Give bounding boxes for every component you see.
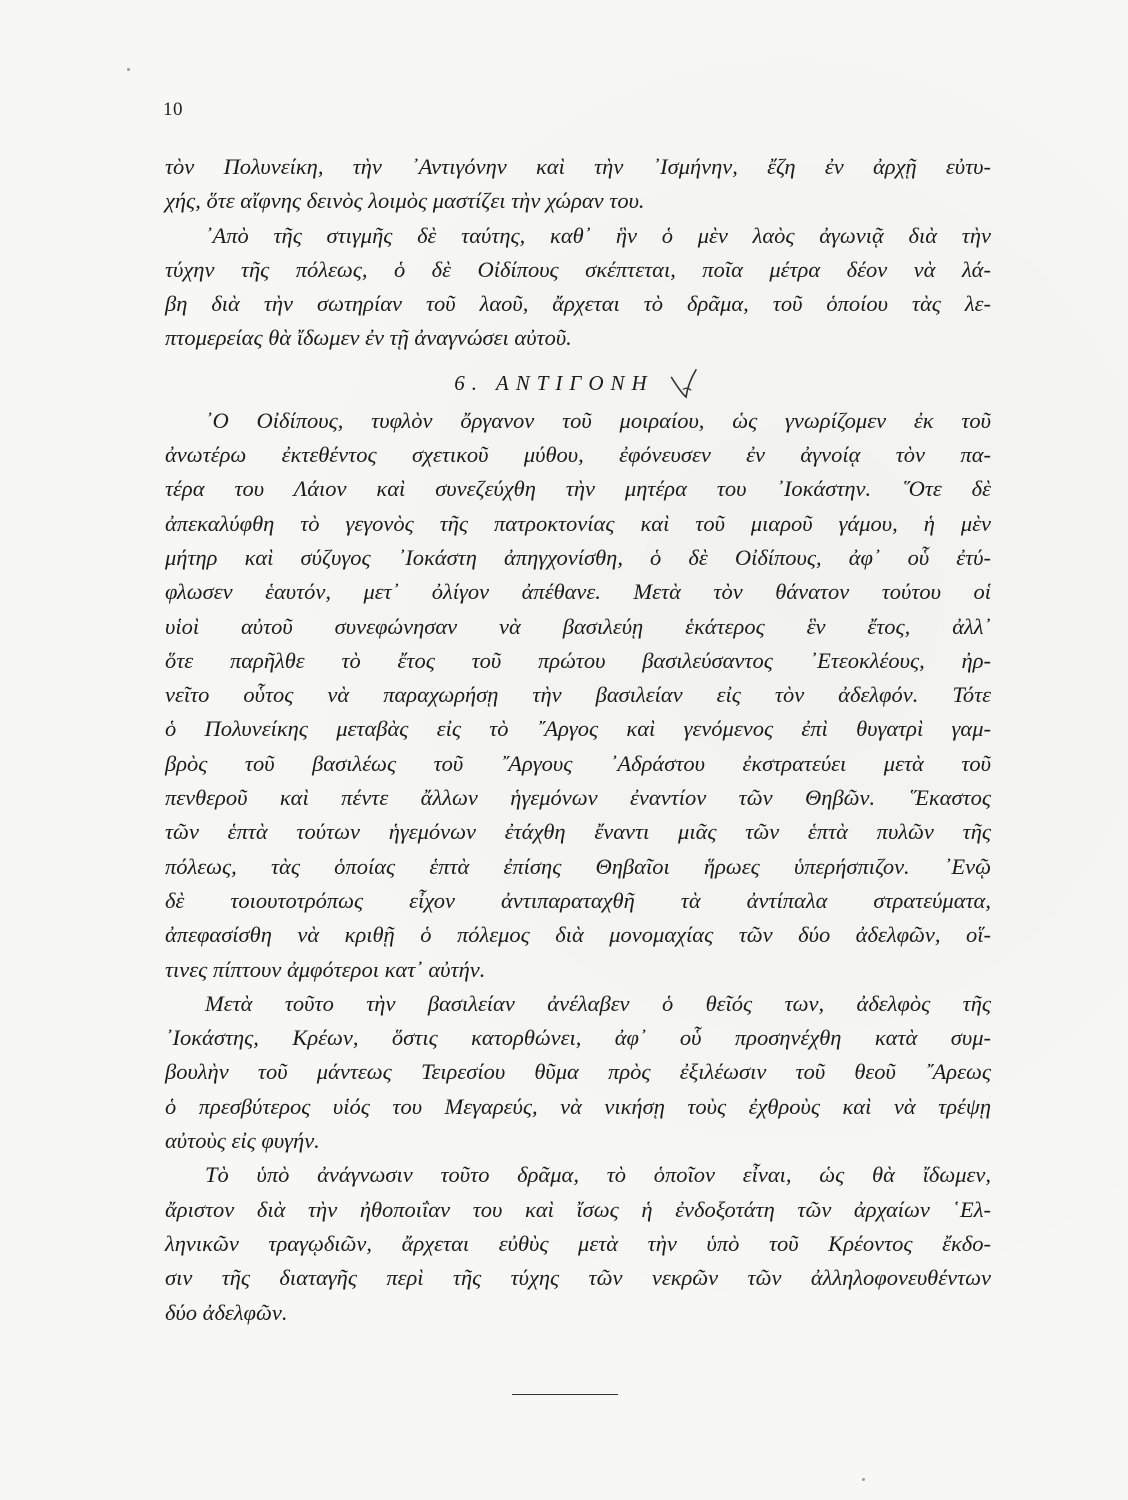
text-line: ὁ πρεσβύτερος υἱός του Μεγαρεύς, νὰ νικήσῃ τοὺς ἐχθροὺς καὶ νὰ τρέψῃ [165,1093,991,1119]
text-line: ὁ Πολυνείκης μεταβὰς εἰς τὸ ῎Αργος καὶ γενόμενος ἐπὶ θυγατρὶ γαμ- [165,716,991,742]
paragraph-1 [165,150,991,219]
text-line: ληνικῶν τραγῳδιῶν, ἄρχεται εὐθὺς μετὰ τὴν ὑπὸ τοῦ Κρέοντος ἔκδο- [165,1230,991,1256]
text-line: βουλὴν τοῦ μάντεως Τειρεσίου θῦμα πρὸς ἐξιλέωσιν τοῦ θεοῦ ῎Αρεως [165,1059,991,1085]
text-line: ὅτε παρῆλθε τὸ ἔτος τοῦ πρώτου βασιλεύσαντος ᾿Ετεοκλέους, ἠρ- [165,647,991,673]
text-line: δὲ τοιουτοτρόπως εἶχον ἀντιπαραταχθῆ τὰ ἀντίπαλα στρατεύματα, [165,887,991,913]
text-line: μήτηρ καὶ σύζυγος ᾿Ιοκάστη ἀπηγχονίσθη, ὁ δὲ Οἰδίπους, ἀφ᾿ οὗ ἐτύ- [165,544,991,570]
text-line: τὸν Πολυνείκη, τὴν ᾿Αντιγόνην καὶ τὴν ᾿Ισμήνην, ἔζη ἐν ἀρχῇ εὐτυ- [165,154,991,179]
text-line: ἀπεκαλύφθη τὸ γεγονὸς τῆς πατροκτονίας καὶ τοῦ μιαροῦ γάμου, ἡ μὲν [165,510,991,536]
paragraph-2 [165,219,991,356]
text-line: ἀπεφασίσθη νὰ κριθῇ ὁ πόλεμος διὰ μονομαχίας τῶν δύο ἀδελφῶν, οἵ- [165,922,991,948]
text-line: ᾿Ιοκάστης, Κρέων, ὅστις κατορθώνει, ἀφ᾿ οὗ προσηνέχθη κατὰ συμ- [165,1025,991,1051]
text-line: τύχην τῆς πόλεως, ὁ δὲ Οἰδίπους σκέπτεται, ποῖα μέτρα δέον νὰ λά- [165,256,991,282]
text-line: βρὸς τοῦ βασιλέως τοῦ ῎Αργους ᾿Αδράστου ἐκστρατεύει μετὰ τοῦ [165,750,991,776]
text-line: πόλεως, τὰς ὁποίας ἑπτὰ ἐπίσης Θηβαῖοι ἥρωες ὑπερήσπιζον. ᾿Ενῷ [165,853,991,879]
paragraph-3 [165,404,991,987]
text-line: τέρα του Λάιον καὶ συνεζεύχθη τὴν μητέρα του ᾿Ιοκάστην. ῞Οτε δὲ [165,476,991,502]
text-line: ἄριστον διὰ τὴν ἠθοποιΐαν του καὶ ἴσως ἡ ἐνδοξοτάτη τῶν ἀρχαίων ῾Ελ- [165,1196,991,1222]
section-heading-text: 6. ΑΝΤΙΓΟΝΗ [454,370,654,395]
text-line: βη διὰ τὴν σωτηρίαν τοῦ λαοῦ, ἄρχεται τὸ δρᾶμα, τοῦ ὁποίου τὰς λε- [165,291,991,317]
handwritten-check-mark-icon [665,358,705,406]
text-line: πτομερείας θὰ ἴδωμεν ἐν τῇ ἀναγνώσει αὐτοῦ. [165,325,572,351]
end-of-section-rule [512,1394,618,1395]
text-line: δύο ἀδελφῶν. [165,1299,288,1325]
text-line: Τὸ ὑπὸ ἀνάγνωσιν τοῦτο δρᾶμα, τὸ ὁποῖον εἶναι, ὡς θὰ ἴδωμεν, [205,1162,991,1188]
text-line: σιν τῆς διαταγῆς περὶ τῆς τύχης τῶν νεκρῶν τῶν ἀλληλοφονευθέντων [165,1265,991,1291]
text-line: αὐτοὺς εἰς φυγήν. [165,1128,320,1154]
text-line: υἱοὶ αὐτοῦ συνεφώνησαν νὰ βασιλεύῃ ἑκάτερος ἓν ἔτος, ἀλλ᾿ [165,613,991,639]
page-number: 10 [163,99,183,120]
text-line: ᾿Ο Οἰδίπους, τυφλὸν ὄργανον τοῦ μοιραίου, ὡς γνωρίζομεν ἐκ τοῦ [205,407,991,433]
section-heading [165,360,991,404]
text-line: νεῖτο οὗτος νὰ παραχωρήσῃ τὴν βασιλείαν εἰς τὸν ἀδελφόν. Τότε [165,682,991,708]
text-line: φλωσεν ἑαυτόν, μετ᾿ ὀλίγον ἀπέθανε. Μετὰ τὸν θάνατον τούτου οἱ [165,579,991,605]
text-line: τῶν ἑπτὰ τούτων ἡγεμόνων ἐτάχθη ἔναντι μιᾶς τῶν ἑπτὰ πυλῶν τῆς [165,819,991,845]
text-line: χής, ὅτε αἴφνης δεινὸς λοιμὸς μαστίζει τὴν χώραν του. [165,188,645,214]
text-line: ᾿Απὸ τῆς στιγμῆς δὲ ταύτης, καθ᾿ ἣν ὁ μὲν λαὸς ἀγωνιᾷ διὰ τὴν [205,222,991,248]
paper-speck [862,1478,865,1481]
text-line: ἀνωτέρω ἐκτεθέντος σχετικοῦ μύθου, ἐφόνευσεν ἐν ἀγνοίᾳ τὸν πα- [165,442,991,468]
text-line: τινες πίπτουν ἀμφότεροι κατ᾿ αὐτήν. [165,956,486,982]
paragraph-4 [165,987,991,1158]
body-text [165,150,991,1330]
paper-speck [127,68,130,71]
text-line: Μετὰ τοῦτο τὴν βασιλείαν ἀνέλαβεν ὁ θεῖός των, ἀδελφὸς τῆς [205,990,991,1016]
text-line: πενθεροῦ καὶ πέντε ἄλλων ἡγεμόνων ἐναντίον τῶν Θηβῶν. ῞Εκαστος [165,785,991,811]
paragraph-5 [165,1158,991,1329]
